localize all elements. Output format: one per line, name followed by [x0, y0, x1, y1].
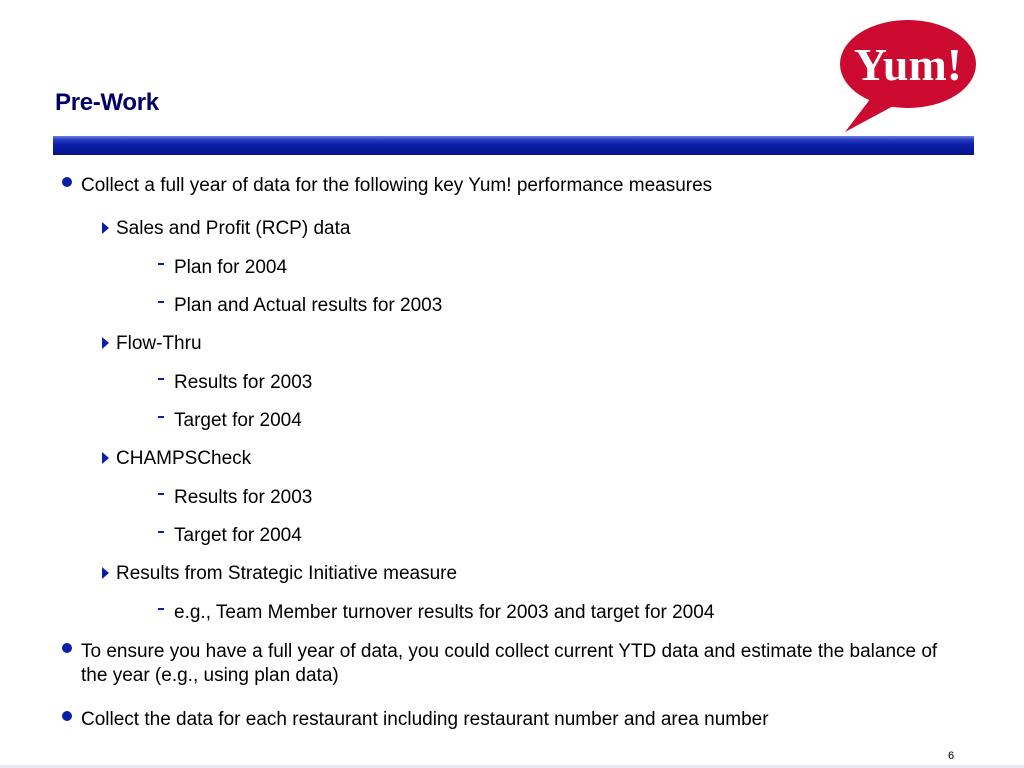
bullet-triangle-icon [102, 567, 109, 579]
bullet-dash-icon [158, 608, 164, 610]
bullet-item-level1: Collect the data for each restaurant including restaurant number and area number [81, 709, 769, 730]
bullet-triangle-icon [102, 452, 109, 464]
bullet-dot-icon [62, 711, 72, 721]
bullet-item-level3: Target for 2004 [174, 410, 302, 431]
slide-title: Pre-Work [55, 89, 159, 116]
bullet-item-level3: Results for 2003 [174, 372, 313, 393]
bullet-item-level2: Flow-Thru [116, 333, 202, 354]
bullet-item-level3: Plan for 2004 [174, 257, 288, 278]
bullet-dash-icon [158, 416, 164, 418]
bullet-item-level1: To ensure you have a full year of data, you could collect current YTD data and estimate the balance of the year (e.g., using plan data) [81, 641, 938, 686]
bullet-triangle-icon [102, 222, 109, 234]
bullet-dot-icon [62, 177, 72, 187]
bullet-dot-icon [62, 643, 72, 653]
bullet-dash-icon [158, 378, 164, 380]
bullet-triangle-icon [102, 337, 109, 349]
bullet-dash-icon [158, 263, 164, 265]
bullet-item-level3: Target for 2004 [174, 525, 302, 546]
logo-wordmark: Yum! [853, 39, 963, 90]
bullet-dash-icon [158, 493, 164, 495]
bullet-item-level3: Results for 2003 [174, 487, 313, 508]
bullet-item-level2: Results from Strategic Initiative measure [116, 563, 458, 584]
bullet-item-level3: e.g., Team Member turnover results for 2003 and target for 2004 [174, 602, 715, 623]
bullet-item-level2: Sales and Profit (RCP) data [116, 218, 351, 239]
bullet-item-level3: Plan and Actual results for 2003 [174, 295, 443, 316]
bullet-dash-icon [158, 531, 164, 533]
bullet-item-level2: CHAMPSCheck [116, 448, 252, 469]
bullet-item-level1: Collect a full year of data for the following key Yum! performance measures [81, 175, 713, 196]
page-number: 6 [948, 750, 955, 762]
bullet-dash-icon [158, 301, 164, 303]
